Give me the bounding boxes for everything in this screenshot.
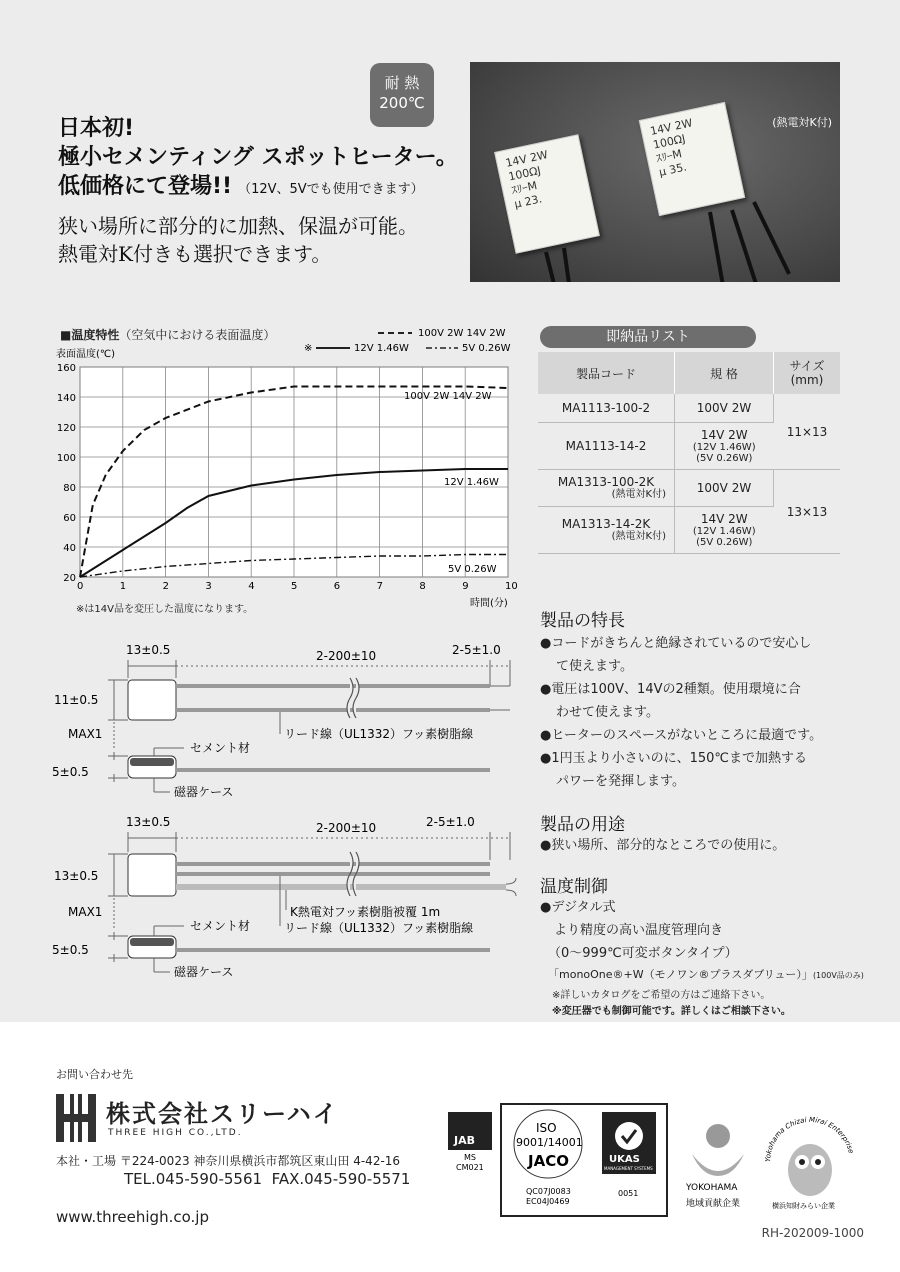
x-tick-label: 9 <box>462 581 469 592</box>
x-tick-label: 2 <box>162 581 169 592</box>
code-text: MA1113-14-2 <box>565 439 647 453</box>
dim-thickness: 5±0.5 <box>52 765 89 779</box>
lead-wire <box>730 209 759 282</box>
control-title: 温度制御 <box>540 877 608 897</box>
lead-wire <box>176 948 490 952</box>
table-row <box>538 470 840 507</box>
y-tick-label: 100 <box>56 453 76 464</box>
x-tick-label: 4 <box>248 581 255 592</box>
dim-height: 11±0.5 <box>54 693 99 707</box>
lead-wire <box>176 684 490 688</box>
chizai-label: 横浜知財みらい企業 <box>772 1202 835 1210</box>
company-name-jp: 株式会社スリーハイ <box>106 1100 339 1128</box>
x-tick-label: 10 <box>505 581 518 592</box>
features-list <box>540 632 822 793</box>
dimension-diagram-1 <box>50 638 520 808</box>
product-photo <box>470 62 840 282</box>
table-row <box>538 394 840 423</box>
cell-code <box>538 470 675 507</box>
headline-line1: 日本初! <box>58 116 135 141</box>
header-size: サイズ (mm) <box>774 352 841 394</box>
control-text <box>540 896 738 965</box>
series-label-100v: 100V 2W 14V 2W <box>404 391 492 402</box>
y-tick-label: 80 <box>63 483 76 494</box>
res2-text: ｽﾘｰM <box>654 147 683 166</box>
label-cement: セメント材 <box>190 741 251 755</box>
jab-code: CM021 <box>456 1163 484 1172</box>
spec-table <box>538 352 840 554</box>
code-text: MA1313-100-2K <box>557 475 655 489</box>
label-case: 磁器ケース <box>174 965 234 979</box>
x-tick-label: 6 <box>333 581 341 592</box>
legend-l2: 12V 1.46W <box>354 343 409 354</box>
label-lead: リード線（UL1332）フッ素樹脂線 <box>284 727 474 741</box>
chizai-mirai-owl-icon <box>760 1108 860 1212</box>
ceramic-case-top <box>128 680 176 720</box>
control-product <box>548 966 864 982</box>
resistor-left <box>494 134 600 254</box>
x-axis-label: 時間(分) <box>470 598 508 609</box>
spec-sub: (12V 1.46W) (5V 0.26W) <box>692 442 756 464</box>
x-tick-label: 1 <box>119 581 127 592</box>
spec-text: 14V 2W <box>700 428 748 442</box>
res1-text: ｽﾘｰM <box>510 179 539 198</box>
spec-text: 100V 2W <box>696 481 752 495</box>
badge-line1: 耐 熱 <box>384 74 420 92</box>
lead-line1: 狭い場所に部分的に加熱、保温が可能。 <box>58 214 418 238</box>
yokohama-sub: 地域貢献企業 <box>686 1199 741 1209</box>
ukas-code: 0051 <box>618 1189 639 1198</box>
contact-label: お問い合わせ先 <box>56 1068 133 1081</box>
feature-item: ●コードがきちんと絶縁されているので安心し <box>540 636 812 651</box>
ukas-label: UKAS <box>609 1154 640 1165</box>
x-tick-label: 8 <box>419 581 426 592</box>
label-thermocouple: K熱電対フッ素樹脂被覆 1m <box>290 905 441 919</box>
y-tick-label: 140 <box>56 393 76 404</box>
dim-length: 2-200±10 <box>316 649 377 663</box>
fax-number: FAX.045-590-5571 <box>271 1170 411 1188</box>
cell-spec <box>675 507 774 554</box>
company-phone <box>124 1170 410 1188</box>
x-tick-label: 7 <box>376 581 383 592</box>
iso-code-1: QC07J0083 <box>526 1187 571 1196</box>
cell-code <box>538 423 675 470</box>
jab-ms: MS <box>464 1153 476 1162</box>
dim-max: MAX1 <box>68 905 103 919</box>
control-line: （0～999℃可変ボタンタイプ） <box>548 946 738 961</box>
code-text: MA1113-100-2 <box>561 401 651 415</box>
lead-wire <box>176 708 490 712</box>
feature-item: ●1円玉より小さいのに、150℃まで加熱する <box>540 751 808 766</box>
cell-code <box>538 507 675 554</box>
y-tick-label: 40 <box>63 543 76 554</box>
res1-text: 100ΩJ <box>507 163 542 184</box>
lead-wire <box>176 862 490 866</box>
product-note: (100V品のみ) <box>812 971 864 980</box>
cell-size: 11×13 <box>774 394 841 470</box>
company-url[interactable]: www.threehigh.co.jp <box>56 1208 209 1226</box>
y-tick-label: 160 <box>56 363 76 374</box>
headline-line2: 極小セメンティング スポットヒーター。 <box>58 145 458 170</box>
iso-title: ISO <box>536 1121 557 1135</box>
yokohama-logo-icon <box>678 1118 758 1212</box>
header-code: 製品コード <box>538 352 675 394</box>
headline-line3-text: 低価格にて登場!! <box>58 174 233 199</box>
iso-certification-icon <box>506 1108 660 1208</box>
res2-text: 100ΩJ <box>651 132 687 152</box>
feature-item: わせて使えます。 <box>556 705 659 720</box>
dimension-diagram-2 <box>50 812 520 982</box>
dim-width: 13±0.5 <box>126 815 171 829</box>
cell-spec <box>675 470 774 507</box>
lead-wire <box>562 248 572 282</box>
label-case: 磁器ケース <box>174 785 234 799</box>
lead-wire <box>176 872 490 876</box>
thermocouple-wire <box>176 884 506 890</box>
spec-sub: (12V 1.46W) (5V 0.26W) <box>692 526 756 548</box>
cell-spec <box>675 423 774 470</box>
dim-max: MAX1 <box>68 727 103 741</box>
y-tick-label: 120 <box>56 423 76 434</box>
res2-text: 14V 2W <box>649 116 694 138</box>
dim-length: 2-200±10 <box>316 821 377 835</box>
spec-header-row <box>538 352 840 394</box>
feature-item: パワーを発揮します。 <box>556 774 685 789</box>
ceramic-case-top <box>128 854 176 896</box>
lead-wire <box>708 212 726 282</box>
badge-line2: 200℃ <box>379 94 425 112</box>
x-tick-label: 0 <box>77 581 84 592</box>
headline-note: （12V、5Vでも使用できます） <box>238 182 424 197</box>
chart-footnote: ※は14V品を変圧した温度になります。 <box>76 604 254 615</box>
lead-text <box>58 212 418 268</box>
iso-code-2: EC04J0469 <box>526 1197 570 1206</box>
label-cement: セメント材 <box>190 919 251 933</box>
jab-logo-icon <box>446 1110 496 1174</box>
resistor-right <box>639 102 745 216</box>
res1-text: μ 23. <box>513 192 544 211</box>
spec-text: 14V 2W <box>700 512 748 526</box>
legend-l1: 100V 2W 14V 2W <box>418 328 506 339</box>
chart-title-main: ■温度特性 <box>60 328 120 342</box>
cement-layer <box>130 938 174 946</box>
res1-text: 14V 2W <box>504 148 550 170</box>
uses-title: 製品の用途 <box>540 815 625 835</box>
y-tick-label: 20 <box>63 573 76 584</box>
code-sub: (熱電対K付) <box>611 489 666 500</box>
iso-standard: 9001/14001 <box>516 1136 583 1149</box>
series-label-5v: 5V 0.26W <box>448 564 497 575</box>
chart-title <box>60 326 275 343</box>
company-logo-icon <box>56 1094 96 1142</box>
yokohama-label: YOKOHAMA <box>686 1183 738 1193</box>
feature-item: て使えます。 <box>556 659 633 674</box>
y-axis-label: 表面温度(℃) <box>56 349 116 360</box>
y-tick-label: 60 <box>63 513 76 524</box>
cell-spec <box>675 394 774 423</box>
document-number: RH-202009-1000 <box>761 1226 864 1240</box>
product-name: 「monoOne®+W（モノワン®プラスダブリュー）」 <box>548 968 813 981</box>
code-text: MA1313-14-2K <box>561 517 651 531</box>
control-note1: ※詳しいカタログをご希望の方はご連絡下さい。 <box>552 990 771 1001</box>
legend-l3: 5V 0.26W <box>462 343 511 354</box>
headline <box>58 114 458 204</box>
control-line: ●デジタル式 <box>540 900 616 915</box>
cell-size: 13×13 <box>774 470 841 554</box>
headline-line3 <box>58 172 458 204</box>
spec-list-title: 即納品リスト <box>540 326 756 348</box>
uses-text: ●狭い場所、部分的なところでの使用に。 <box>540 838 786 853</box>
series-label-12v: 12V 1.46W <box>444 477 499 488</box>
lead-line2: 熱電対K付きも選択できます。 <box>58 242 332 266</box>
lead-wire <box>544 252 558 282</box>
cell-code <box>538 394 675 423</box>
lead-wire <box>176 768 490 772</box>
company-name-en: THREE HIGH CO.,LTD. <box>108 1128 243 1138</box>
dim-thickness: 5±0.5 <box>52 943 89 957</box>
chizai-arc-text: Yokohama Chizai Mirai Enterprise <box>763 1115 856 1163</box>
feature-item: ●ヒーターのスペースがないところに最適です。 <box>540 728 823 743</box>
header-spec: 規 格 <box>675 352 774 394</box>
lead-wire <box>752 201 791 275</box>
photo-caption: (熱電対K付) <box>772 116 832 129</box>
x-tick-label: 5 <box>291 581 298 592</box>
chart-subtitle: （空気中における表面温度） <box>119 328 276 342</box>
jab-label: JAB <box>454 1134 475 1147</box>
jaco-label: JACO <box>528 1152 569 1170</box>
control-note2: ※変圧器でも制御可能です。詳しくはご相談下さい。 <box>552 1006 791 1017</box>
cement-layer <box>130 758 174 766</box>
control-line: より精度の高い温度管理向き <box>554 923 724 938</box>
dim-width: 13±0.5 <box>126 643 171 657</box>
dim-height: 13±0.5 <box>54 869 99 883</box>
ukas-sub: MANAGEMENT SYSTEMS <box>604 1166 653 1171</box>
x-tick-label: 3 <box>205 581 212 592</box>
dim-strip: 2-5±1.0 <box>452 643 501 657</box>
legend-mark: ※ <box>304 343 313 354</box>
temperature-chart <box>52 344 522 616</box>
label-lead: リード線（UL1332）フッ素樹脂線 <box>284 921 474 935</box>
feature-item: ●電圧は100V、14Vの2種類。使用環境に合 <box>540 682 801 697</box>
features-title: 製品の特長 <box>540 611 625 631</box>
company-address: 本社・工場 〒224-0023 神奈川県横浜市都筑区東山田 4-42-16 <box>56 1154 401 1168</box>
spec-text: 100V 2W <box>696 401 752 415</box>
res2-text: μ 35. <box>657 160 688 179</box>
code-sub: (熱電対K付) <box>611 531 666 542</box>
tel-number: TEL.045-590-5561 <box>124 1170 263 1188</box>
dim-strip: 2-5±1.0 <box>426 815 475 829</box>
